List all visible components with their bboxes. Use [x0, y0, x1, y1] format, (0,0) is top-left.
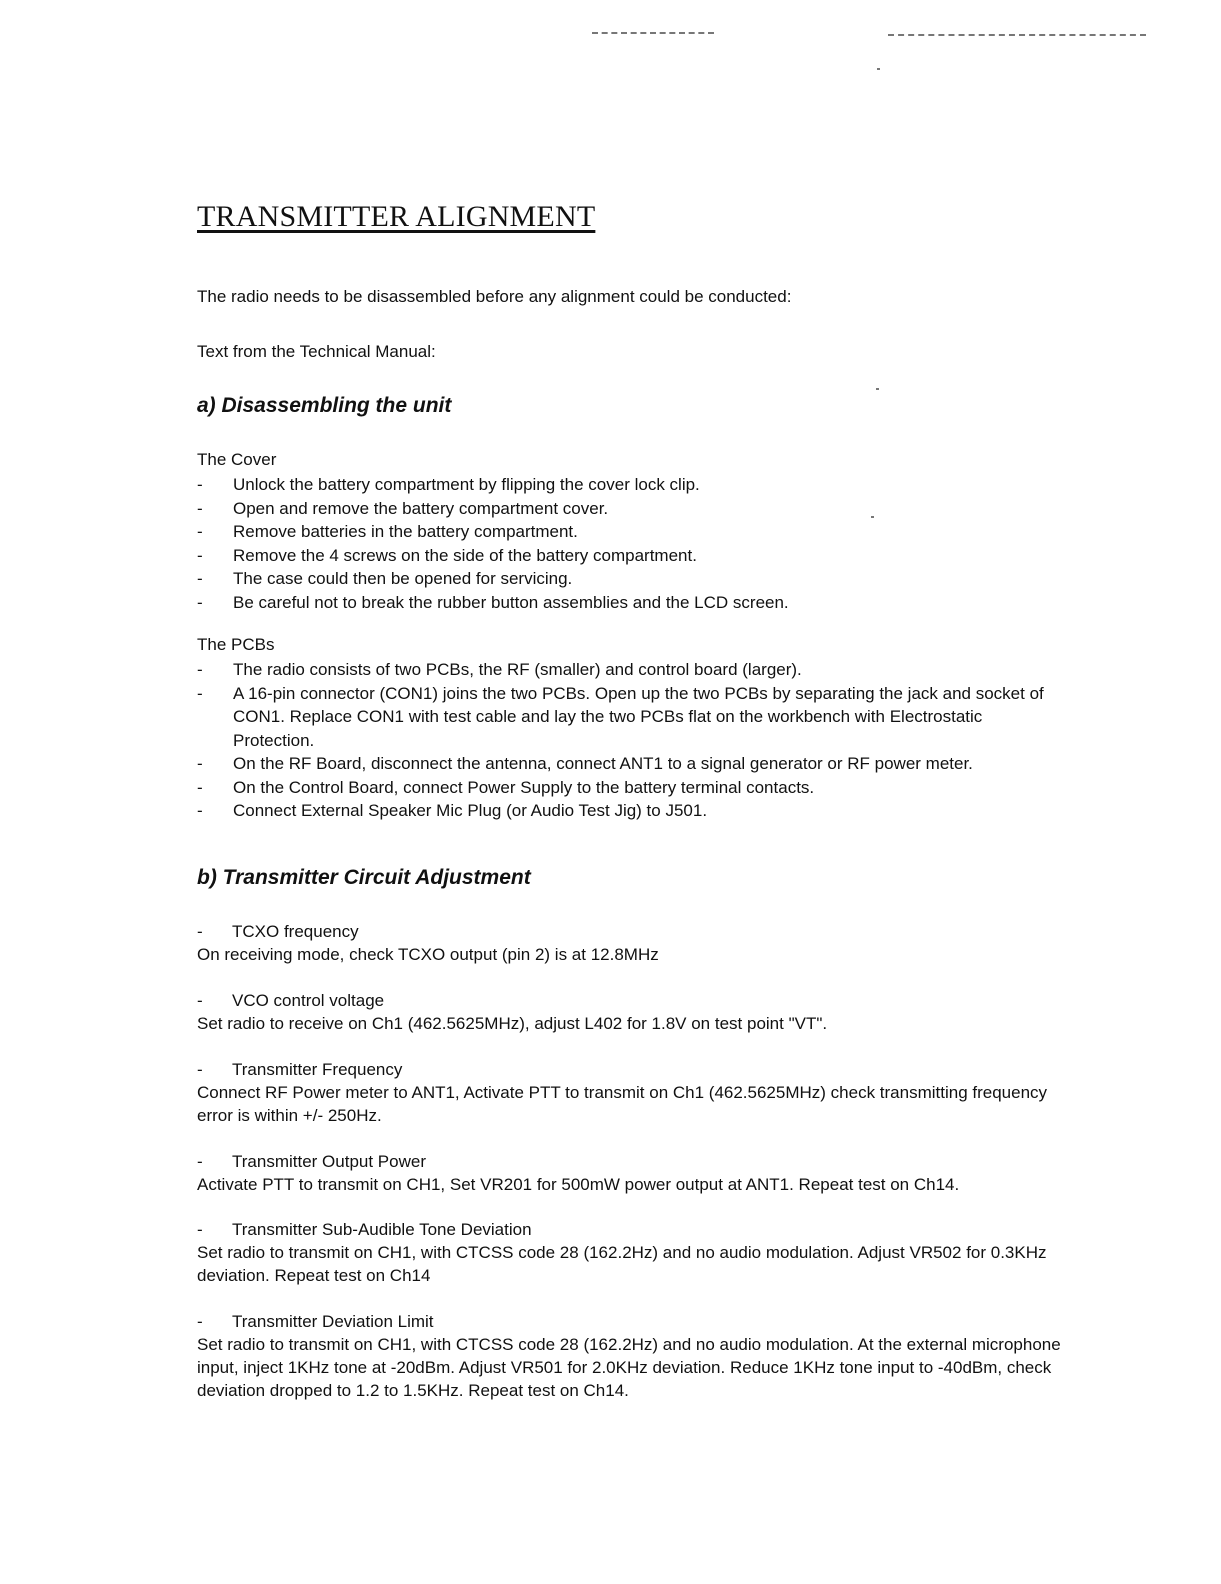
section-a-heading: a) Disassembling the unit [197, 394, 452, 417]
dash-bullet: - [197, 801, 203, 820]
step-title: - VCO control voltage [197, 991, 385, 1010]
cover-group [197, 449, 1077, 614]
step-body: Connect RF Power meter to ANT1, Activate PTT to transmit on Ch1 (462.5625MHz) check transmitting frequency error is within +/- 250Hz. [197, 1083, 1048, 1125]
step-sub-audible-tone-deviation [197, 1218, 1077, 1287]
scan-speck [877, 68, 880, 70]
cover-label: The Cover [197, 450, 277, 469]
step-title: - Transmitter Deviation Limit [197, 1312, 434, 1331]
scan-artifact-top-left [592, 32, 714, 34]
dash-bullet: - [197, 522, 203, 541]
step-title: - Transmitter Output Power [197, 1152, 426, 1171]
dash-bullet: - [197, 1152, 203, 1171]
step-body: Set radio to transmit on CH1, with CTCSS code 28 (162.2Hz) and no audio modulation. At the external microphone input, inject 1KHz tone at -20dBm. Adjust VR501 for 2.0KHz deviation. Reduce 1KHz tone input to -40dBm, check deviation dropped to 1.2 to 1.5KHz. Repeat test on Ch14. [197, 1335, 1061, 1400]
dash-bullet: - [197, 545, 203, 565]
dash-bullet: - [197, 777, 203, 797]
dash-bullet: - [197, 498, 203, 518]
list-item: - Connect External Speaker Mic Plug (or Audio Test Jig) to J501. [197, 799, 1067, 823]
pcbs-steps-list [197, 658, 1067, 823]
intro-paragraph: The radio needs to be disassembled before any alignment could be conducted: [197, 287, 792, 306]
pcbs-group [197, 634, 1067, 823]
list-item: - The case could then be opened for servicing. [197, 567, 1077, 591]
step-body: Set radio to receive on Ch1 (462.5625MHz), adjust L402 for 1.8V on test point "VT". [197, 1014, 828, 1033]
cover-steps-list [197, 473, 1077, 614]
source-note: Text from the Technical Manual: [197, 342, 436, 361]
step-deviation-limit [197, 1310, 1077, 1402]
dash-bullet: - [197, 1312, 203, 1331]
dash-bullet: - [197, 991, 203, 1010]
step-output-power [197, 1150, 1077, 1196]
step-tcxo [197, 920, 1077, 966]
step-transmitter-frequency [197, 1058, 1077, 1127]
dash-bullet: - [197, 1060, 203, 1079]
step-title: - Transmitter Sub-Audible Tone Deviation [197, 1220, 532, 1239]
dash-bullet: - [197, 754, 203, 773]
dash-bullet: - [197, 922, 203, 941]
step-body: Set radio to transmit on CH1, with CTCSS code 28 (162.2Hz) and no audio modulation. Adjust VR502 for 0.3KHz deviation. Repeat test on Ch14 [197, 1243, 1047, 1285]
dash-bullet: - [197, 1220, 203, 1239]
scan-artifact-top-right [888, 34, 1146, 36]
list-item: - Unlock the battery compartment by flipping the cover lock clip. [197, 473, 1077, 497]
list-item: - On the RF Board, disconnect the antenna, connect ANT1 to a signal generator or RF power meter. [197, 752, 1067, 776]
pcbs-label: The PCBs [197, 635, 275, 654]
list-item: - A 16-pin connector (CON1) joins the two PCBs. Open up the two PCBs by separating the jack and socket of CON1. Replace CON1 with test cable and lay the two PCBs flat on the workbench with Electrostatic Protection. [197, 683, 1044, 750]
list-item: - The radio consists of two PCBs, the RF (smaller) and control board (larger). [197, 658, 1067, 682]
list-item: - On the Control Board, connect Power Supply to the battery terminal contacts. [197, 776, 1067, 800]
scan-speck [876, 388, 879, 390]
section-b-heading: b) Transmitter Circuit Adjustment [197, 866, 531, 889]
step-vco [197, 989, 1077, 1035]
dash-bullet: - [197, 475, 203, 494]
step-title: - TCXO frequency [197, 922, 359, 941]
step-body: On receiving mode, check TCXO output (pin 2) is at 12.8MHz [197, 945, 659, 964]
list-item: - Open and remove the battery compartment cover. [197, 497, 1077, 521]
step-title: - Transmitter Frequency [197, 1060, 403, 1079]
list-item: - Remove batteries in the battery compartment. [197, 520, 1077, 544]
page-title: TRANSMITTER ALIGNMENT [197, 200, 596, 233]
list-item: - Be careful not to break the rubber button assemblies and the LCD screen. [197, 591, 1077, 615]
dash-bullet: - [197, 660, 203, 679]
dash-bullet: - [197, 569, 203, 588]
dash-bullet: - [197, 683, 203, 703]
dash-bullet: - [197, 592, 203, 612]
list-item: - Remove the 4 screws on the side of the battery compartment. [197, 544, 1077, 568]
step-body: Activate PTT to transmit on CH1, Set VR201 for 500mW power output at ANT1. Repeat test on Ch14. [197, 1175, 960, 1194]
